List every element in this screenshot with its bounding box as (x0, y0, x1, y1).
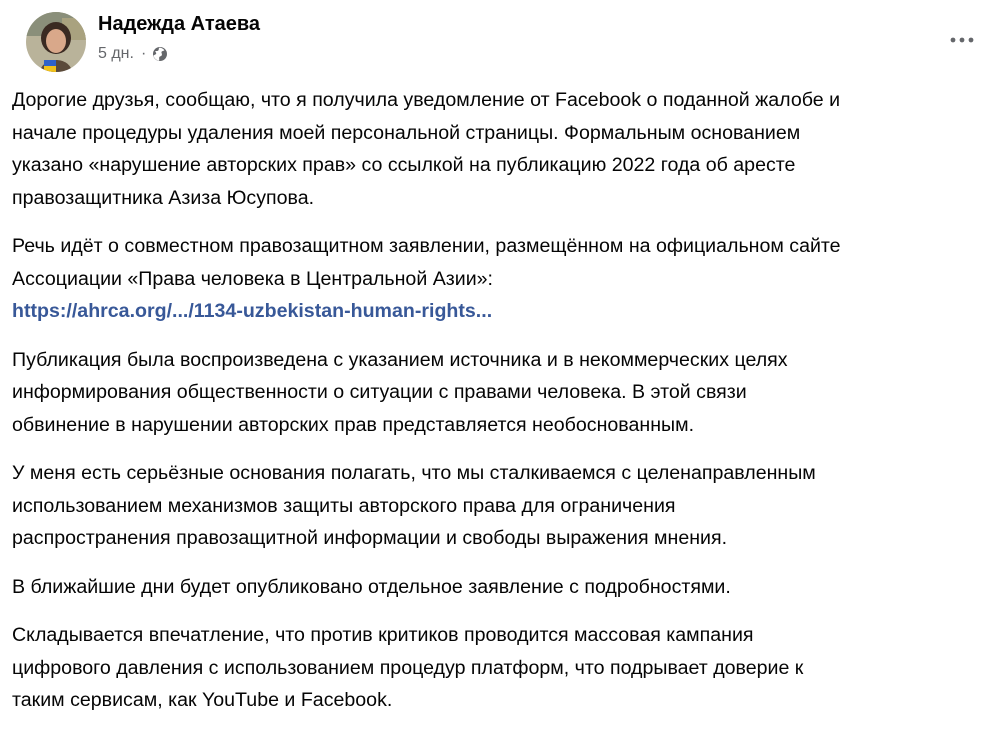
text-line: правозащитника Азиза Юсупова. (12, 186, 315, 209)
text-line: таким сервисам, как YouTube и Facebook. (12, 689, 393, 711)
post-timestamp[interactable]: 5 дн. (98, 45, 134, 62)
meta-separator: · (140, 45, 147, 62)
post-paragraph-2 (12, 230, 996, 328)
post-paragraph-1 (12, 84, 996, 214)
text-line: Складывается впечатление, что против критиков проводится массовая кампания (12, 624, 754, 646)
post-meta (98, 45, 168, 63)
post-paragraph-6 (12, 619, 996, 717)
author-name[interactable]: Надежда Атаева (98, 13, 261, 35)
text-line: начале процедуры удаления моей персональной страницы. Формальным основанием (12, 121, 801, 144)
more-options-icon (950, 37, 974, 43)
post-paragraph-3 (12, 344, 996, 442)
text-line: распространения правозащитной информации и свободы выражения мнения. (12, 527, 728, 549)
text-line: Публикация была воспроизведена с указанием источника и в некоммерческих целях (12, 348, 788, 371)
text-line: обвинение в нарушении авторских прав представляется необоснованным. (12, 413, 695, 436)
post-header (14, 0, 994, 80)
author-avatar[interactable] (26, 12, 86, 72)
text-line: У меня есть серьёзные основания полагать, что мы сталкиваемся с целенаправленным (12, 462, 816, 484)
text-line: цифрового давления с использованием процедур платформ, что подрывает доверие к (12, 656, 804, 679)
source-link[interactable]: https://ahrca.org/.../1134-uzbekistan-human-rights... (12, 300, 493, 322)
globe-icon[interactable] (152, 46, 168, 62)
text-line: информирования общественности о ситуации с правами человека. В этой связи (12, 381, 747, 403)
post-body (12, 84, 996, 733)
text-line: использованием механизмов защиты авторского права для ограничения (12, 494, 676, 517)
text-line: В ближайшие дни будет опубликовано отдельное заявление с подробностями. (12, 575, 731, 598)
text-line: Ассоциации «Права человека в Центральной Азии»: (12, 267, 494, 290)
text-line: Речь идёт о совместном правозащитном заявлении, размещённом на официальном сайте (12, 235, 841, 257)
more-options-button[interactable] (944, 22, 980, 58)
post-paragraph-5 (12, 571, 996, 604)
avatar-photo-icon (26, 12, 86, 72)
text-line: Дорогие друзья, сообщаю, что я получила уведомление от Facebook о поданной жалобе и (12, 89, 841, 111)
post-paragraph-4 (12, 457, 996, 555)
text-line: указано «нарушение авторских прав» со ссылкой на публикацию 2022 года об аресте (12, 154, 796, 176)
